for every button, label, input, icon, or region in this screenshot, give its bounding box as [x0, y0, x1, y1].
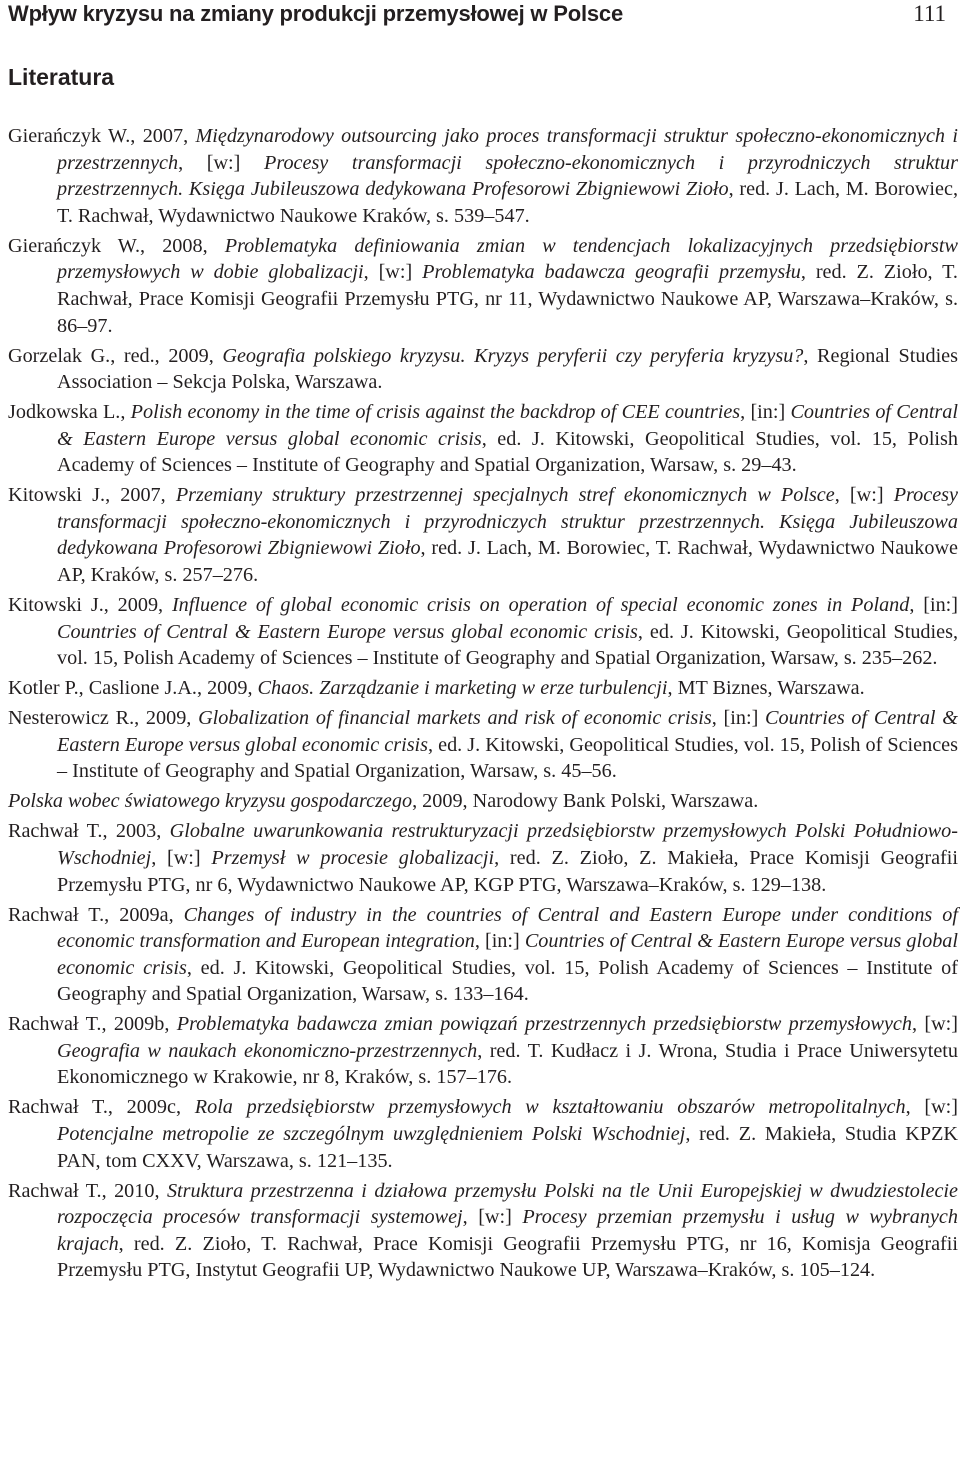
reference-title-text: Countries of Central & Eastern Europe versus global economic crisis: [57, 930, 958, 979]
reference-text: , ed. J. Kitowski, Geopolitical Studies, vol. 15, Polish Academy of Sciences – Institute of Geography and Spatial Organization, Warsaw, s. 133–164.: [57, 956, 958, 1006]
reference-text: , [w:]: [911, 1013, 958, 1036]
reference-title-text: Geografia w naukach ekonomiczno-przestrzennych: [57, 1039, 478, 1062]
reference-title-text: Countries of Central & Eastern Europe versus global economic crisis: [57, 707, 958, 756]
reference-text: , red. J. Lach, M. Borowiec, T. Rachwał, Wydawnictwo Naukowe AP, Kraków, s. 257–276.: [57, 537, 958, 587]
reference-list: [8, 123, 958, 1287]
reference-text: , red. J. Lach, M. Borowiec, T. Rachwał, Wydawnictwo Naukowe Kraków, s. 539–547.: [57, 178, 958, 227]
reference-title-text: Changes of industry in the countries of Central and Eastern Europe under conditions of economic transformation and European integration: [57, 903, 958, 953]
reference-text: , [w:]: [834, 484, 894, 507]
reference-title-text: Problematyka badawcza zmian powiązań przestrzennych przedsiębiorstw przemysłowych: [176, 1013, 912, 1036]
reference-title-text: Procesy przemian przemysłu i usług w wybranych krajach: [57, 1206, 958, 1255]
reference-entry: [8, 482, 958, 588]
reference-entry: [8, 675, 958, 702]
reference-entry: [8, 818, 958, 898]
reference-title-text: Procesy transformacji społeczno-ekonomicznych i przyrodniczych struktur przestrzennych. Księga Jubileuszowa dedykowana Profesorowi Zbigniewowi Zioło: [57, 151, 958, 201]
reference-text: , [in:]: [711, 707, 766, 730]
reference-title-text: Polska wobec światowego kryzysu gospodarczego: [8, 790, 413, 813]
reference-text: , [in:]: [909, 594, 959, 617]
reference-entry: [8, 592, 958, 672]
reference-text: , ed. J. Kitowski, Geopolitical Studies, vol. 15, Polish Academy of Sciences – Institute of Geography and Spatial Organization, Warsaw, s. 29–43.: [57, 427, 958, 477]
reference-text: , [in:]: [474, 930, 525, 953]
reference-text: , [w:]: [462, 1206, 523, 1229]
running-header-title: Wpływ kryzysu na zmiany produkcji przemysłowej w Polsce: [8, 1, 623, 26]
reference-title-text: Chaos. Zarządzanie i marketing w erze turbulencji: [257, 677, 668, 700]
reference-entry: [8, 788, 958, 815]
reference-text: , [w:]: [178, 151, 264, 174]
reference-text: Rachwał T., 2009b,: [8, 1013, 177, 1036]
reference-title-text: Rola przedsiębiorstw przemysłowych w kształtowaniu obszarów metropolitalnych: [194, 1096, 906, 1119]
running-header: [8, 0, 952, 30]
reference-text: Kotler P., Caslione J.A., 2009,: [8, 677, 258, 700]
reference-entry: [8, 1011, 958, 1091]
reference-entry: [8, 1178, 958, 1284]
reference-entry: [8, 123, 958, 229]
reference-text: , red. Z. Zioło, T. Rachwał, Prace Komisji Geografii Przemysłu PTG, nr 16, Komisja Geografii Przemysłu PTG, Instytut Geografii UP, Wydawnictwo Naukowe UP, Warszawa–Kraków, s. 105–124.: [57, 1232, 958, 1282]
reference-title-text: Procesy transformacji społeczno-ekonomicznych i przyrodniczych struktur przestrzennych. Księga Jubileuszowa dedykowana Profesorowi Zbigniewowi Zioło: [57, 484, 958, 560]
reference-text: , ed. J. Kitowski, Geopolitical Studies, vol. 15, Polish of Sciences – Institute of Geography and Spatial Organization, Warsaw, s. 45–56.: [57, 733, 958, 783]
reference-title-text: Struktura przestrzenna i działowa przemysłu Polski na tle Unii Europejskiej w dwudziestolecie rozpoczęcia procesów transformacji systemowej: [57, 1179, 958, 1229]
reference-text: Kitowski J., 2009,: [8, 594, 172, 617]
reference-title-text: Przemysł w procesie globalizacji: [211, 846, 495, 869]
reference-title-text: Globalization of financial markets and risk of economic crisis: [198, 707, 712, 730]
reference-title-text: Countries of Central & Eastern Europe versus global economic crisis: [57, 620, 638, 643]
reference-title-text: Międzynarodowy outsourcing jako proces transformacji struktur społeczno-ekonomicznych i przestrzennych: [57, 125, 958, 174]
reference-title-text: Geografia polskiego kryzysu. Kryzys peryferii czy peryferia kryzysu?: [222, 344, 804, 367]
reference-title-text: Globalne uwarunkowania restrukturyzacji przedsiębiorstw przemysłowych Polski Południowo-Wschodniej: [57, 820, 958, 869]
reference-text: , red. Z. Zioło, T. Rachwał, Prace Komisji Geografii Przemysłu PTG, nr 11, Wydawnictwo Naukowe AP, Warszawa–Kraków, s. 86–97.: [57, 261, 958, 337]
reference-text: Gorzelak G., red., 2009,: [8, 344, 223, 367]
reference-text: , 2009, Narodowy Bank Polski, Warszawa.: [412, 790, 759, 813]
reference-text: Gierańczyk W., 2007,: [8, 125, 196, 147]
reference-text: , [w:]: [363, 261, 423, 284]
page-number: 111: [913, 1, 946, 26]
reference-text: , red. T. Kudłacz i J. Wrona, Studia i Prace Uniwersytetu Ekonomicznego w Krakowie, nr 8, Kraków, s. 157–176.: [57, 1039, 959, 1089]
reference-text: , red. Z. Makieła, Studia KPZK PAN, tom CXXV, Warszawa, s. 121–135.: [57, 1123, 958, 1172]
section-heading: Literatura: [8, 64, 115, 90]
reference-text: , ed. J. Kitowski, Geopolitical Studies, vol. 15, Polish Academy of Sciences – Institute of Geography and Spatial Organization, Warsaw, s. 235–262.: [57, 620, 958, 670]
reference-title-text: Potencjalne metropolie ze szczególnym uwzględnieniem Polski Wschodniej: [57, 1123, 686, 1146]
reference-text: Rachwał T., 2003,: [8, 820, 170, 843]
reference-entry: [8, 233, 958, 339]
reference-title-text: Influence of global economic crisis on operation of special economic zones in Poland: [171, 594, 910, 617]
reference-text: Kitowski J., 2007,: [8, 484, 176, 507]
reference-text: Rachwał T., 2009c,: [8, 1096, 195, 1119]
reference-text: Nesterowicz R., 2009,: [8, 707, 199, 730]
reference-text: , [w:]: [905, 1096, 958, 1119]
reference-text: , MT Biznes, Warszawa.: [667, 677, 865, 700]
reference-title-text: Problematyka definiowania zmian w tendencjach lokalizacyjnych przedsiębiorstw przemysłowych w dobie globalizacji: [57, 234, 958, 284]
reference-title-text: Przemiany struktury przestrzennej specjalnych stref ekonomicznych w Polsce: [175, 484, 835, 507]
reference-entry: [8, 902, 958, 1008]
reference-text: , [in:]: [740, 401, 791, 424]
reference-title-text: Problematyka badawcza geografii przemysłu: [422, 261, 801, 284]
reference-entry: [8, 705, 958, 785]
reference-text: Gierańczyk W., 2008,: [8, 234, 225, 257]
reference-text: Jodkowska L.,: [8, 401, 131, 424]
reference-text: , red. Z. Zioło, Z. Makieła, Prace Komisji Geografii Przemysłu PTG, nr 6, Wydawnictwo Naukowe AP, KGP PTG, Warszawa–Kraków, s. 129–138.: [57, 846, 958, 896]
reference-entry: [8, 1094, 958, 1174]
reference-text: Rachwał T., 2009a,: [8, 903, 184, 926]
reference-title-text: Polish economy in the time of crisis against the backdrop of CEE countries: [130, 401, 741, 424]
reference-text: , Regional Studies Association – Sekcja Polska, Warszawa.: [57, 344, 958, 394]
reference-text: , [w:]: [151, 846, 212, 869]
reference-title-text: Countries of Central & Eastern Europe versus global economic crisis: [57, 401, 958, 450]
reference-entry: [8, 399, 958, 479]
reference-text: Rachwał T., 2010,: [8, 1179, 167, 1202]
reference-entry: [8, 343, 958, 396]
